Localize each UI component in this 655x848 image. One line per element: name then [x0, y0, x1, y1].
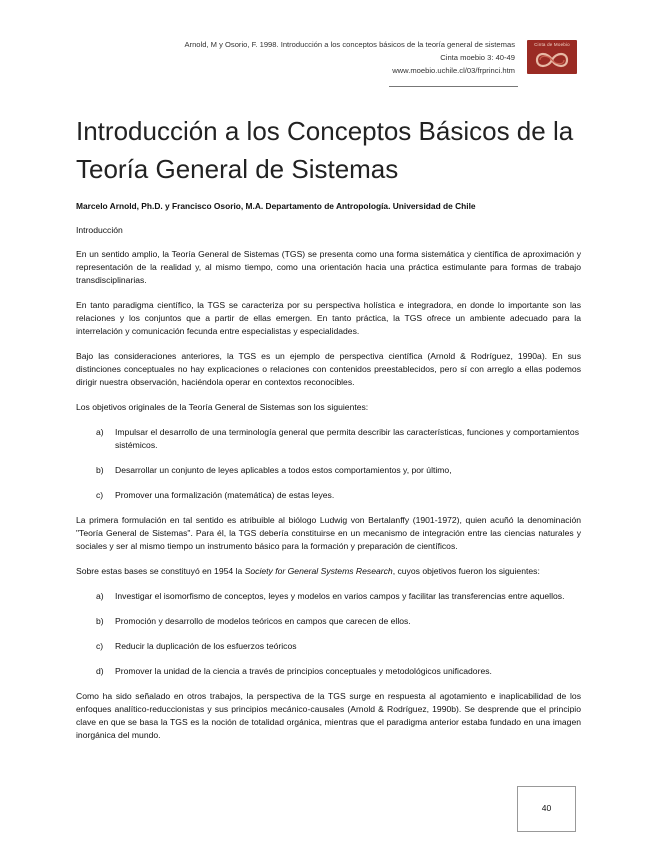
paragraph-7: Como ha sido señalado en otros trabajos, la perspectiva de la TGS surge en respuesta al agotamiento e inaplicabilidad de los enfoques analítico-reduccionistas y sus principios mecánico-causales (Arnold & Rodríguez, 1990b). Se desprende que el principio clave en que se basa la TGS es la noción de totalidad orgánica, mientras que el paradigma anterior estaba fundado en una imagen inorgánica del mundo.	[76, 691, 581, 740]
article-title: Introducción a los Conceptos Básicos de la Teoría General de Sistemas	[76, 116, 574, 184]
list-item-text: Reducir la duplicación de los esfuerzos teóricos	[115, 641, 297, 651]
list-item-text: Investigar el isomorfismo de conceptos, leyes y modelos en varios campos y facilitar las transferencias entre aquellos.	[115, 591, 565, 601]
paragraph-6-after: , cuyos objetivos fueron los siguientes:	[392, 566, 540, 576]
list-item-text: Promoción y desarrollo de modelos teóricos en campos que carecen de ellos.	[115, 616, 411, 626]
paragraph-6	[76, 565, 581, 578]
paragraph-4: Los objetivos originales de la Teoría General de Sistemas son los siguientes:	[76, 402, 369, 412]
page-number: 40	[541, 803, 552, 813]
list-marker: a)	[96, 591, 104, 601]
list-item	[76, 590, 581, 603]
header-rule	[389, 86, 518, 87]
list-item-text: Promover una formalización (matemática) de estas leyes.	[115, 490, 335, 500]
list-item-text: Promover la unidad de la ciencia a través de principios conceptuales y metodológicos unificadores.	[115, 666, 492, 676]
list-item	[76, 426, 581, 452]
journal-logo	[527, 40, 577, 74]
society-objectives-list	[76, 590, 581, 678]
running-header	[115, 38, 515, 77]
list-item-text: Desarrollar un conjunto de leyes aplicables a todos estos comportamientos y, por último,	[115, 465, 452, 475]
list-item	[76, 665, 581, 678]
article-body	[76, 200, 581, 754]
citation-line: Arnold, M y Osorio, F. 1998. Introducción a los conceptos básicos de la teoría general de sistemas	[184, 40, 515, 49]
paragraph-2: En tanto paradigma científico, la TGS se caracteriza por su perspectiva holística e integradora, en donde lo importante son las relaciones y los conjuntos que a partir de ellas emergen. En tanto práctica, la TGS ofrece un ambiente adecuado para la interrelación y comunicación fecunda entre especialistas y especialidades.	[76, 300, 581, 336]
logo-text: Cinta de Moebio	[534, 42, 570, 47]
list-item-text: Impulsar el desarrollo de una terminología general que permita describir las características, funciones y comportamientos sistémicos.	[115, 427, 579, 450]
list-marker: c)	[96, 490, 104, 500]
url-line: www.moebio.uchile.cl/03/frprinci.htm	[392, 66, 515, 75]
list-item	[76, 489, 581, 502]
list-item	[76, 464, 581, 477]
moebio-strip-icon	[534, 48, 570, 72]
paragraph-5: La primera formulación en tal sentido es atribuible al biólogo Ludwig von Bertalanffy (1901-1972), quien acuñó la denominación "Teoría General de Sistemas". Para él, la TGS debería constituirse en un mecanismo de integración entre las ciencias naturales y sociales y ser al mismo tiempo un instrumento básico para la formación y preparación de científicos.	[76, 515, 581, 551]
list-marker: d)	[96, 666, 104, 676]
paragraph-3: Bajo las consideraciones anteriores, la TGS es un ejemplo de perspectiva científica (Arnold & Rodríguez, 1990a). En sus distinciones conceptuales no hay explicaciones o relaciones con contenidos preestablecidos, pero sí con arreglo a ellas podemos dirigir nuestra observación, haciéndola operar en contextos reconocibles.	[76, 351, 581, 387]
list-marker: a)	[96, 427, 104, 437]
paragraph-1: En un sentido amplio, la Teoría General de Sistemas (TGS) se presenta como una forma sistemática y científica de aproximación y representación de la realidad y, al mismo tiempo, como una orientación hacia una práctica estimulante para formas de trabajo transdisciplinarias.	[76, 249, 581, 285]
journal-line: Cinta moebio 3: 40-49	[440, 53, 515, 62]
list-marker: c)	[96, 641, 104, 651]
society-name: Society for General Systems Research	[244, 566, 393, 576]
list-marker: b)	[96, 616, 104, 626]
list-marker: b)	[96, 465, 104, 475]
section-heading: Introducción	[76, 225, 123, 235]
paragraph-6-before: Sobre estas bases se constituyó en 1954 la	[76, 566, 245, 576]
page-number-box	[517, 786, 576, 832]
list-item	[76, 640, 581, 653]
list-item	[76, 615, 581, 628]
authors-line: Marcelo Arnold, Ph.D. y Francisco Osorio, M.A. Departamento de Antropología. Universidad de Chile	[76, 201, 476, 211]
original-objectives-list	[76, 426, 581, 502]
